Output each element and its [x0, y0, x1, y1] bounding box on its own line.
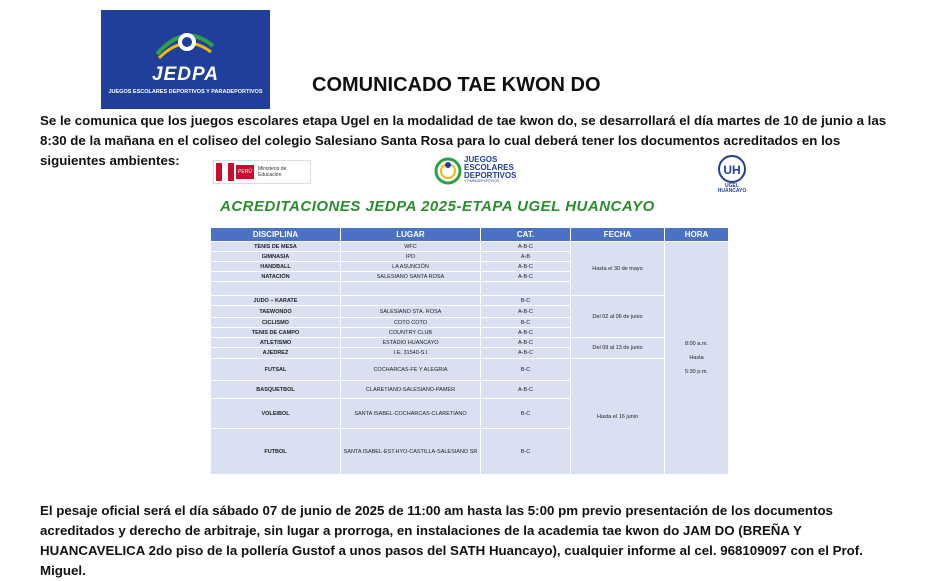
cell-disciplina: JUDO – KARATE — [211, 296, 341, 306]
cell-lugar: ESTADIO HUANCAYO — [341, 338, 481, 348]
hora-line: 5:30 p.m. — [685, 369, 708, 375]
cell-lugar — [341, 282, 481, 296]
cell-cat: A-B-C — [481, 381, 571, 399]
cell-disciplina: CICLISMO — [211, 318, 341, 328]
minedu-country: PERÚ — [236, 165, 254, 179]
poster-title: ACREDITACIONES JEDPA 2025-ETAPA UGEL HUANCAYO — [220, 198, 655, 215]
cell-disciplina: GIMNASIA — [211, 252, 341, 262]
minedu-label: Ministerio de Educación — [258, 166, 287, 178]
page-title: COMUNICADO TAE KWON DO — [312, 74, 601, 96]
ugel-logo — [710, 154, 754, 198]
cell-disciplina: ATLETISMO — [211, 338, 341, 348]
hora-line: Hasta — [689, 355, 704, 361]
jedpa-athlete-icon — [434, 154, 462, 188]
cell-cat: A-B-C — [481, 338, 571, 348]
cell-disciplina: TENIS DE MESA — [211, 242, 341, 252]
jedpa-logo — [101, 10, 270, 109]
cell-fecha: Del 02 al 06 de junio — [571, 296, 665, 338]
cell-cat: B-C — [481, 359, 571, 381]
cell-disciplina: VOLEIBOL — [211, 399, 341, 429]
cell-lugar: SALESIANO SANTA ROSA — [341, 272, 481, 282]
cell-cat: B-C — [481, 318, 571, 328]
accreditation-table — [210, 227, 729, 475]
cell-lugar: SALESIANO STA. ROSA — [341, 306, 481, 318]
cell-fecha: Hasta el 30 de mayo — [571, 242, 665, 296]
cell-disciplina: HANDBALL — [211, 262, 341, 272]
cell-lugar: WFC — [341, 242, 481, 252]
header-hora: HORA — [665, 228, 729, 242]
jedpa-small-logo — [434, 154, 520, 190]
cell-disciplina: FUTBOL — [211, 429, 341, 475]
cell-lugar: CLARETIANO-SALESIANO-PAMER — [341, 381, 481, 399]
cell-lugar: COCHARCAS-FE Y ALEGRIA — [341, 359, 481, 381]
logo-subtitle: JUEGOS ESCOLARES DEPORTIVOS Y PARADEPORTIVOS — [108, 89, 263, 95]
cell-disciplina — [211, 282, 341, 296]
cell-disciplina: TAEWONDO — [211, 306, 341, 318]
cell-cat: B-C — [481, 399, 571, 429]
closing-paragraph: El pesaje oficial será el día sábado 07 de junio de 2025 de 11:00 am hasta las 5:00 pm previo presentación de los documentos acreditados y derecho de arbitraje, sin lugar a prorroga, en instalaciones de la academia tae kwon do JAM DO (BREÑA Y HUANCAVELICA 2do piso de la pollería Gustof a unos pasos del SATH Huancayo), cualquier informe al cel. 968109097 con el Prof. Miguel. — [40, 503, 863, 578]
cell-disciplina: NATACIÓN — [211, 272, 341, 282]
cell-fecha: Hasta el 16 junio — [571, 359, 665, 475]
hora-line: 8:00 a.m. — [685, 341, 708, 347]
svg-text:UH: UH — [723, 163, 741, 177]
cell-cat — [481, 282, 571, 296]
cell-cat: B-C — [481, 429, 571, 475]
cell-disciplina: FUTSAL — [211, 359, 341, 381]
cell-lugar: SANTA ISABEL-COCHARCAS-CLARETIANO — [341, 399, 481, 429]
ugel-label: UGEL HUANCAYO — [717, 183, 747, 194]
header-cat: CAT. — [481, 228, 571, 242]
cell-disciplina: BASQUETBOL — [211, 381, 341, 399]
ugel-emblem-icon — [710, 154, 754, 184]
cell-disciplina: TENIS DE CAMPO — [211, 328, 341, 338]
cell-cat: B-C — [481, 296, 571, 306]
table-header-row — [211, 228, 729, 242]
cell-cat: A-B-C — [481, 328, 571, 338]
cell-lugar — [341, 296, 481, 306]
accreditation-poster — [208, 152, 747, 482]
intro-paragraph: Se le comunica que los juegos escolares etapa Ugel en la modalidad de tae kwon do, se desarrollará el día martes de 10 de junio a las 8:30 de la mañana en el coliseo del colegio Salesiano Santa Rosa para lo cual deberá tener los documentos acreditados en los siguientes ambientes: — [40, 113, 887, 168]
header-lugar: LUGAR — [341, 228, 481, 242]
cell-lugar: LA ASUNCIÓN — [341, 262, 481, 272]
cell-cat: A-B-C — [481, 306, 571, 318]
minedu-logo — [213, 160, 311, 184]
jedpa-small-text: JUEGOS ESCOLARES DEPORTIVOS — [464, 155, 517, 180]
cell-lugar: IPD — [341, 252, 481, 262]
cell-hora — [665, 242, 729, 475]
cell-cat: A-B-C — [481, 242, 571, 252]
header-disciplina: DISCIPLINA — [211, 228, 341, 242]
jedpa-small-subtitle: Y PARADEPORTIVOS — [464, 179, 500, 183]
cell-lugar: SANTA ISABEL-EST.HYO-CASTILLA-SALESIANO SR — [341, 429, 481, 475]
logo-brand: JEDPA — [152, 64, 219, 85]
table-row — [211, 359, 729, 381]
table-row — [211, 242, 729, 252]
cell-cat: A-B — [481, 252, 571, 262]
cell-fecha: Del 09 al 13 de junio — [571, 338, 665, 359]
jedpa-emblem-icon — [153, 24, 217, 64]
cell-lugar: COUNTRY CLUB — [341, 328, 481, 338]
cell-lugar: I.E. 31540-S.I — [341, 348, 481, 359]
table-row — [211, 338, 729, 348]
shield-icon — [216, 163, 234, 181]
cell-disciplina: AJEDREZ — [211, 348, 341, 359]
header-fecha: FECHA — [571, 228, 665, 242]
cell-cat: A-B-C — [481, 262, 571, 272]
table-row — [211, 296, 729, 306]
cell-cat: A-B-C — [481, 348, 571, 359]
cell-cat: A-B-C — [481, 272, 571, 282]
cell-lugar: COTO COTO — [341, 318, 481, 328]
